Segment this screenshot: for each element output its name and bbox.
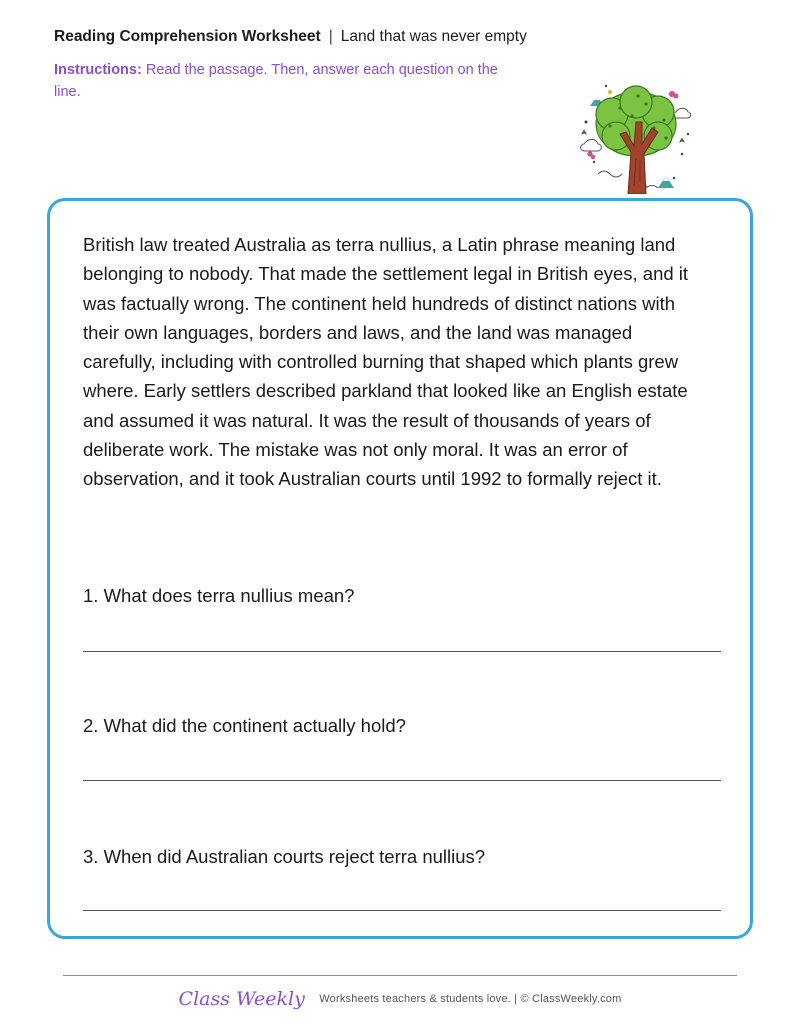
- instructions: [54, 59, 504, 103]
- footer: [0, 988, 800, 1010]
- footer-divider: [63, 975, 737, 976]
- question-2: 2. What did the continent actually hold?: [83, 715, 406, 736]
- worksheet-title: Reading Comprehension Worksheet: [54, 28, 321, 45]
- instructions-label: Instructions:: [54, 62, 142, 78]
- worksheet-header: [54, 28, 527, 46]
- answer-line-1[interactable]: [83, 651, 721, 652]
- tree-illustration: [576, 82, 694, 194]
- answer-line-2[interactable]: [83, 780, 721, 781]
- passage-text: British law treated Australia as terra nullius, a Latin phrase meaning land belonging to nobody. That made the settlement legal in British eyes, and it was factually wrong. The continent held hundreds of distinct nations with their own languages, borders and laws, and the land was managed carefully, including with controlled burning that shaped which plants grew where. Early settlers described parkland that looked like an English estate and assumed it was natural. It was the result of thousands of years of deliberate work. The mistake was not only moral. It was an error of observation, and it took Australian courts until 1992 to formally reject it.: [83, 234, 689, 490]
- header-separator: |: [328, 28, 333, 45]
- passage-card: [47, 198, 753, 939]
- question-1: 1. What does terra nullius mean?: [83, 585, 355, 606]
- worksheet-subtitle: Land that was never empty: [340, 28, 527, 45]
- question-3: 3. When did Australian courts reject terra nullius?: [83, 846, 486, 867]
- answer-line-3[interactable]: [83, 910, 721, 911]
- footer-tagline: Worksheets teachers & students love. | © ClassWeekly.com: [319, 993, 622, 1005]
- brand-logo: Class Weekly: [178, 988, 305, 1010]
- instructions-text: Read the passage. Then, answer each question on the line.: [54, 62, 498, 100]
